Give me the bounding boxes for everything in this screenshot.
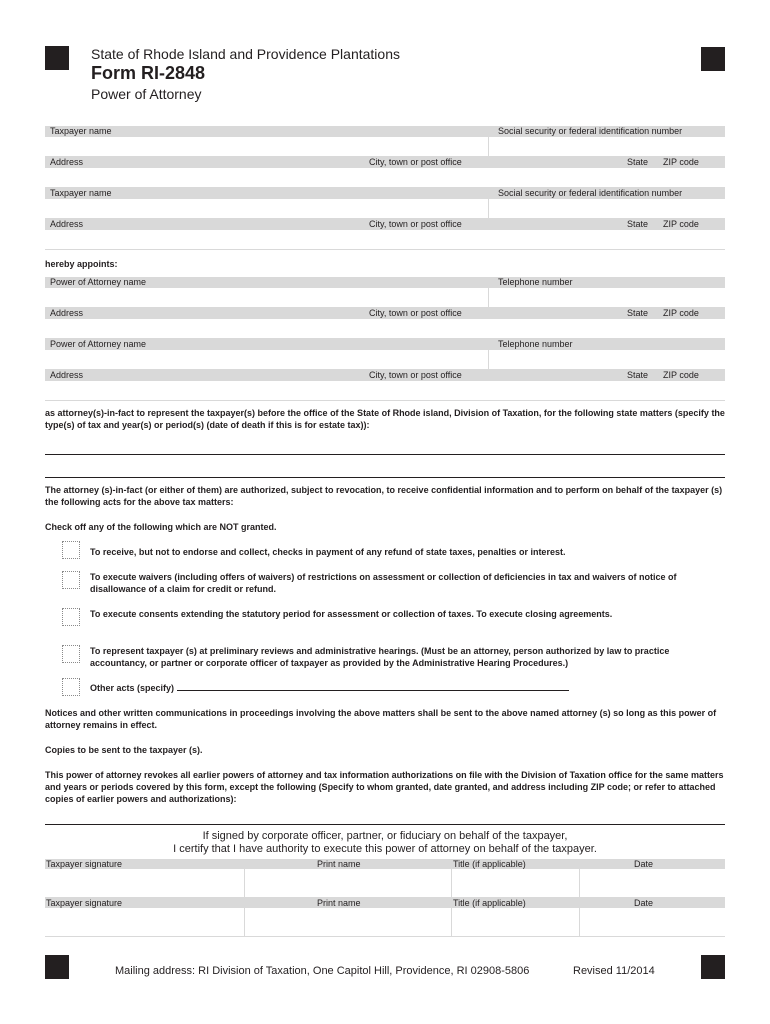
taxpayer-2-name-row	[45, 188, 725, 219]
mailing-address: Mailing address: RI Division of Taxation, One Capitol Hill, Providence, RI 02908-5806	[115, 965, 530, 977]
taxpayer-signature-label: Taxpayer signature	[46, 898, 123, 908]
zip-label: ZIP code	[663, 219, 699, 229]
date-field-1[interactable]	[580, 869, 725, 898]
state-label: State	[627, 219, 649, 229]
revokes-paragraph: This power of attorney revokes all earlier powers of attorney and tax information authorizations on file with the Division of Taxation office for the same matters and years or periods covered by this form, except the following (Specify to whom granted, date granted, and address including ZIP code; or refer to attached copies of earlier powers and authorizations):	[45, 770, 724, 804]
attorney-1-name-field[interactable]	[45, 288, 488, 308]
represent-checkbox[interactable]	[62, 645, 80, 663]
attorney-2-name-row	[45, 339, 725, 370]
taxpayer-1-name-row	[45, 126, 725, 157]
hereby-appoints-label: hereby appoints:	[45, 259, 118, 269]
telephone-label: Telephone number	[498, 277, 573, 287]
check-item-other	[62, 678, 725, 700]
state-heading: State of Rhode Island and Providence Plantations	[91, 46, 400, 62]
attorney-in-fact-paragraph: as attorney(s)-in-fact to represent the taxpayer(s) before the office of the State of Rhode island, Division of Taxation, for the following state matters (specify the type(s) of tax and year(s) or period(s) (date of death if this is for estate tax)):	[45, 408, 725, 430]
signature-table	[45, 859, 725, 939]
tax-matters-line-2[interactable]	[45, 477, 725, 478]
taxpayer-signature-label: Taxpayer signature	[46, 859, 123, 869]
taxpayer-2-name-field[interactable]	[45, 199, 488, 219]
zip-label: ZIP code	[663, 370, 699, 380]
form-number: Form RI-2848	[91, 63, 206, 83]
date-label: Date	[634, 898, 654, 908]
attorney-2-address-field[interactable]	[45, 381, 725, 401]
print-name-field-1[interactable]	[245, 869, 451, 898]
taxpayer-1-address-row	[45, 157, 725, 188]
check-item-text: To execute waivers (including offers of waivers) of restrictions on assessment or collection of deficiencies in tax and waivers of notice of disallowance of a claim for credit or refund.	[90, 572, 677, 594]
authorized-paragraph: The attorney (s)-in-fact (or either of them) are authorized, subject to revocation, to receive confidential information and to perform on behalf of the taxpayer (s) the following acts for the above tax matters:	[45, 485, 723, 507]
telephone-label: Telephone number	[498, 339, 573, 349]
address-label: Address	[50, 370, 84, 380]
registration-mark-top-right	[701, 47, 725, 71]
signature-field-1[interactable]	[45, 869, 244, 898]
taxpayer-table	[45, 126, 725, 250]
taxpayer-1-address-field[interactable]	[45, 168, 725, 188]
certification-line-1: If signed by corporate officer, partner, or fiduciary on behalf of the taxpayer,	[202, 830, 568, 842]
title-label: Title (if applicable)	[453, 859, 526, 869]
attorney-2-phone-field[interactable]	[489, 350, 725, 370]
check-item-text: To execute consents extending the statutory period for assessment or collection of taxes. To execute closing agreements.	[90, 609, 613, 619]
attorney-2-name-field[interactable]	[45, 350, 488, 370]
taxpayer-2-address-row	[45, 219, 725, 250]
attorney-table	[45, 277, 725, 401]
consents-checkbox[interactable]	[62, 608, 80, 626]
notices-paragraph: Notices and other written communications in proceedings involving the above matters shall be sent to the above named attorney (s) so long as this power of attorney remains in effect.	[45, 708, 717, 730]
other-acts-line[interactable]	[177, 682, 569, 691]
certification-line-2: I certify that I have authority to execute this power of attorney on behalf of the taxpayer.	[173, 843, 597, 855]
attorney-1-phone-field[interactable]	[489, 288, 725, 308]
check-item-consents	[62, 608, 725, 634]
city-label: City, town or post office	[369, 370, 462, 380]
other-acts-label: Other acts (specify)	[90, 683, 175, 693]
taxpayer-2-address-field[interactable]	[45, 230, 725, 250]
attorney-1-address-field[interactable]	[45, 319, 725, 339]
title-field-1[interactable]	[452, 869, 579, 898]
check-item-text: To represent taxpayer (s) at preliminary reviews and administrative hearings. (Must be an attorney, person authorized by law to practice accountancy, or partner or corporate officer of taxpayer as provided by the Administrative Hearing Procedures.)	[90, 646, 670, 668]
check-item-text: To receive, but not to endorse and collect, checks in payment of any refund of state taxes, penalties or interest.	[90, 547, 566, 557]
ssn-label: Social security or federal identification number	[498, 188, 683, 198]
state-label: State	[627, 157, 649, 167]
address-label: Address	[50, 308, 84, 318]
attorney-1-name-row	[45, 277, 725, 308]
print-name-label: Print name	[317, 859, 361, 869]
signature-field-2[interactable]	[45, 908, 244, 937]
title-field-2[interactable]	[452, 908, 579, 937]
attorney-name-label: Power of Attorney name	[50, 339, 147, 349]
waivers-checkbox[interactable]	[62, 571, 80, 589]
city-label: City, town or post office	[369, 219, 462, 229]
attorney-1-address-row	[45, 308, 725, 339]
check-item-represent	[62, 645, 725, 671]
taxpayer-name-label: Taxpayer name	[50, 188, 112, 198]
attorney-name-label: Power of Attorney name	[50, 277, 147, 287]
taxpayer-2-ssn-field[interactable]	[489, 199, 725, 219]
taxpayer-1-ssn-field[interactable]	[489, 137, 725, 157]
registration-mark-bottom-right	[701, 955, 725, 979]
zip-label: ZIP code	[663, 157, 699, 167]
print-name-label: Print name	[317, 898, 361, 908]
title-label: Title (if applicable)	[453, 898, 526, 908]
print-name-field-2[interactable]	[245, 908, 451, 937]
taxpayer-name-label: Taxpayer name	[50, 126, 112, 136]
state-label: State	[627, 370, 649, 380]
state-label: State	[627, 308, 649, 318]
registration-mark-top-left	[45, 46, 69, 70]
form-title: Power of Attorney	[91, 86, 202, 102]
check-item-refund	[62, 541, 725, 563]
taxpayer-1-name-field[interactable]	[45, 137, 488, 157]
signature-row-1	[45, 859, 725, 898]
revision-date: Revised 11/2014	[573, 965, 655, 977]
signature-row-2	[45, 898, 725, 937]
date-field-2[interactable]	[580, 908, 725, 937]
exceptions-line[interactable]	[45, 824, 725, 825]
registration-mark-bottom-left	[45, 955, 69, 979]
check-off-intro: Check off any of the following which are NOT granted.	[45, 522, 277, 532]
address-label: Address	[50, 219, 84, 229]
date-label: Date	[634, 859, 654, 869]
attorney-2-address-row	[45, 370, 725, 401]
city-label: City, town or post office	[369, 308, 462, 318]
ssn-label: Social security or federal identification number	[498, 126, 683, 136]
copies-paragraph: Copies to be sent to the taxpayer (s).	[45, 745, 203, 755]
address-label: Address	[50, 157, 84, 167]
refund-checkbox[interactable]	[62, 541, 80, 559]
check-item-waivers	[62, 571, 725, 597]
tax-matters-line-1[interactable]	[45, 454, 725, 455]
city-label: City, town or post office	[369, 157, 462, 167]
other-acts-checkbox[interactable]	[62, 678, 80, 696]
zip-label: ZIP code	[663, 308, 699, 318]
